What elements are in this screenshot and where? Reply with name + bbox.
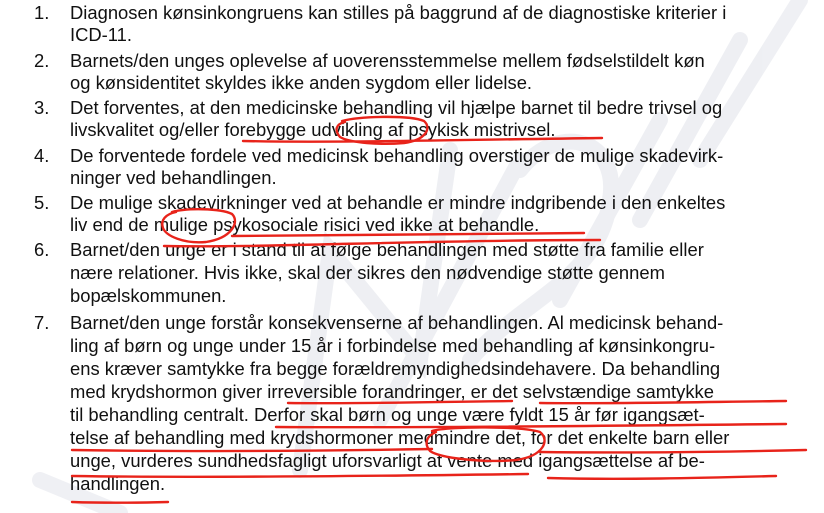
- list-item-line: telse af behandling med krydshormoner medmindre det, for det enkelte barn eller: [70, 427, 730, 448]
- underline-mark: [548, 476, 776, 479]
- underline-mark: [72, 502, 168, 503]
- list-item-line: med krydshormon giver irreversible forandringer, er det selvstændige samtykke: [70, 381, 714, 402]
- list-item-line: De forventede fordele ved medicinsk behandling overstiger de mulige skadevirk-: [70, 145, 724, 166]
- list-item-line: og kønsidentitet skyldes ikke anden sygdom eller lidelse.: [70, 72, 533, 93]
- list-item-line: Barnet/den unge er i stand til at følge behandlingen med støtte fra familie eller: [70, 239, 704, 260]
- list-item-line: ens kræver samtykke fra begge forældremyndighedsindehavere. Da behandling: [70, 358, 721, 379]
- list-item-line: Diagnosen kønsinkongruens kan stilles på baggrund af de diagnostiske kriterier i: [70, 2, 727, 23]
- list-item-number: 1.: [34, 2, 50, 23]
- list-item-line: Barnets/den unges oplevelse af uoverensstemmelse mellem fødselstildelt køn: [70, 50, 705, 71]
- list-item-number: 7.: [34, 312, 50, 333]
- list-item-line: handlingen.: [70, 473, 166, 494]
- list-item-line: Barnet/den unge forstår konsekvenserne af behandlingen. Al medicinsk behand-: [70, 312, 724, 333]
- list-item-number: 4.: [34, 145, 50, 166]
- list-item-line: De mulige skadevirkninger ved at behandle er mindre indgribende i den enkeltes: [70, 192, 726, 213]
- list-item-line: liv end de mulige psykosociale risici ved ikke at behandle.: [70, 214, 540, 235]
- list-item-line: unge, vurderes sundhedsfagligt uforsvarligt at vente med igangsættelse af be-: [70, 450, 705, 471]
- list-item-line: livskvalitet og/eller forebygge udvikling af psykisk mistrivsel.: [70, 119, 556, 140]
- list-item-line: Det forventes, at den medicinske behandling vil hjælpe barnet til bedre trivsel og: [70, 97, 723, 118]
- list-item-line: bopælskommunen.: [70, 285, 227, 306]
- list-item-number: 3.: [34, 97, 50, 118]
- list-item-line: ninger ved behandlingen.: [70, 167, 277, 188]
- list-item-line: nære relationer. Hvis ikke, skal der sikres den nødvendige støtte gennem: [70, 262, 665, 283]
- list-item-number: 6.: [34, 239, 50, 260]
- list-item-line: ling af børn og unge under 15 år i forbindelse med behandling af kønsinkongru-: [70, 335, 716, 356]
- list-item-line: ICD-11.: [70, 24, 132, 45]
- list-item-number: 2.: [34, 50, 50, 71]
- list-item-number: 5.: [34, 192, 50, 213]
- list-item-line: til behandling centralt. Derfor skal børn og unge være fyldt 15 år før igangsæt-: [70, 404, 705, 425]
